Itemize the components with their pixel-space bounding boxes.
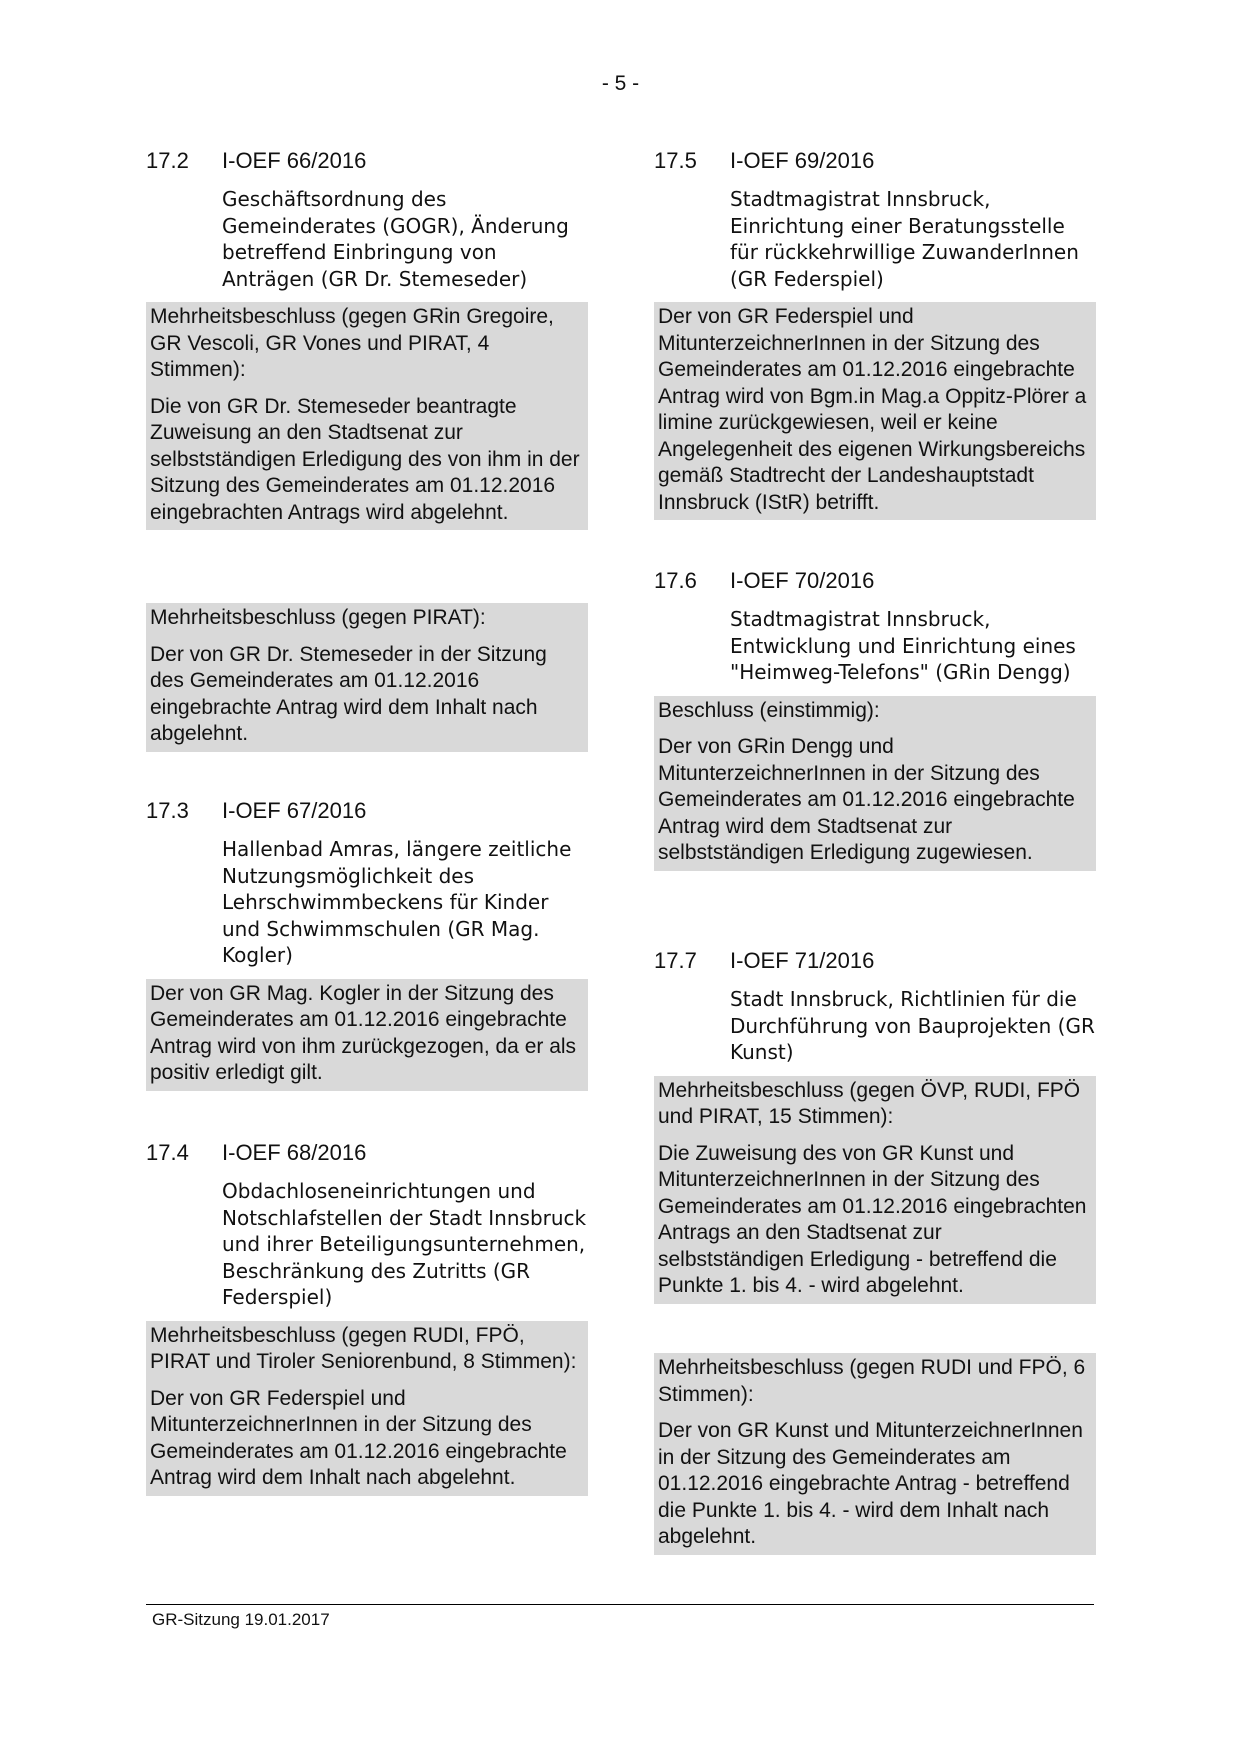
vote-result: Mehrheitsbeschluss (gegen ÖVP, RUDI, FPÖ und PIRAT, 15 Stimmen): — [658, 1078, 1081, 1128]
item-subject: Obdachloseneinrichtungen und Notschlafstellen der Stadt Innsbruck und ihrer Beteiligungsunternehmen, Beschränkung des Zutritts (GR Federspiel) — [222, 1179, 587, 1309]
item-reference: I-OEF 68/2016 — [222, 1140, 367, 1165]
item-number: 17.6 — [654, 568, 697, 593]
item-number: 17.3 — [146, 798, 189, 823]
item-number: 17.5 — [654, 148, 697, 173]
agenda-item-17-4 — [146, 1140, 588, 1496]
vote-result: Mehrheitsbeschluss (gegen RUDI, FPÖ, PIRAT und Tiroler Seniorenbund, 8 Stimmen): — [150, 1323, 577, 1373]
item-subject: Hallenbad Amras, längere zeitliche Nutzungsmöglichkeit des Lehrschwimmbeckens für Kinder und Schwimmschulen (GR Mag. Kogler) — [222, 837, 572, 967]
vote-result: Mehrheitsbeschluss (gegen GRin Gregoire, GR Vescoli, GR Vones und PIRAT, 4 Stimmen): — [150, 305, 554, 381]
item-subject: Stadt Innsbruck, Richtlinien für die Durchführung von Bauprojekten (GR Kunst) — [730, 987, 1095, 1064]
agenda-item-17-7 — [654, 948, 1096, 1304]
item-number: 17.7 — [654, 948, 697, 973]
resolution-17-7-content — [654, 1353, 1096, 1555]
resolution-box — [146, 603, 588, 752]
item-reference: I-OEF 67/2016 — [222, 798, 367, 823]
footer-divider — [146, 1604, 1094, 1605]
item-subject: Stadtmagistrat Innsbruck, Einrichtung einer Beratungsstelle für rückkehrwillige ZuwanderInnen (GR Federspiel) — [730, 187, 1079, 291]
item-reference: I-OEF 70/2016 — [730, 568, 875, 593]
agenda-item-17-6 — [654, 568, 1096, 871]
resolution-box — [654, 696, 1096, 871]
item-reference: I-OEF 71/2016 — [730, 948, 875, 973]
vote-result: Beschluss (einstimmig): — [658, 698, 880, 722]
agenda-item-17-5 — [654, 148, 1096, 520]
footer-text: GR-Sitzung 19.01.2017 — [152, 1610, 330, 1629]
agenda-item-17-3 — [146, 798, 588, 1091]
resolution-box — [146, 302, 588, 530]
item-subject: Stadtmagistrat Innsbruck, Entwicklung und Einrichtung eines "Heimweg-Telefons" (GRin Dengg) — [730, 607, 1076, 684]
resolution-box — [146, 979, 588, 1091]
resolution-box — [654, 1076, 1096, 1304]
agenda-item-17-2 — [146, 148, 588, 530]
decision-text: Der von GRin Dengg und MitunterzeichnerInnen in der Sitzung des Gemeinderates am 01.12.2016 eingebrachte Antrag wird dem Stadtsenat zur selbstständigen Erledigung zugewiesen. — [658, 735, 1075, 864]
decision-text: Die Zuweisung des von GR Kunst und MitunterzeichnerInnen in der Sitzung des Gemeinderates am 01.12.2016 eingebrachten Antrags an den Stadtsenat zur selbstständigen Erledigung - betreffend die Punkte 1. bis 4. - wird abgelehnt. — [658, 1141, 1087, 1297]
resolution-box — [654, 1353, 1096, 1555]
vote-result: Mehrheitsbeschluss (gegen PIRAT): — [150, 606, 486, 629]
item-reference: I-OEF 69/2016 — [730, 148, 875, 173]
resolution-box — [146, 1321, 588, 1496]
vote-result: Mehrheitsbeschluss (gegen RUDI und FPÖ, 6 Stimmen): — [658, 1356, 1086, 1406]
resolution-17-2-content — [146, 603, 588, 752]
decision-text: Der von GR Federspiel und MitunterzeichnerInnen in der Sitzung des Gemeinderates am 01.12.2016 eingebrachte Antrag wird von Bgm.in Mag.a Oppitz-Plörer a limine zurückgewiesen, weil er keine Angelegenheit des eigenen Wirkungsbereichs gemäß Stadtrecht der Landeshauptstadt Innsbruck (IStR) betrifft. — [658, 305, 1087, 514]
item-number: 17.4 — [146, 1140, 189, 1165]
decision-text: Der von GR Kunst und MitunterzeichnerInnen in der Sitzung des Gemeinderates am 01.12.2016 eingebrachte Antrag - betreffend die Punkte 1. bis 4. - wird dem Inhalt nach abgelehnt. — [658, 1419, 1083, 1548]
decision-text: Der von GR Mag. Kogler in der Sitzung des Gemeinderates am 01.12.2016 eingebrachte Antrag wird von ihm zurückgezogen, da er als positiv erledigt gilt. — [150, 981, 577, 1084]
item-number: 17.2 — [146, 148, 189, 173]
item-reference: I-OEF 66/2016 — [222, 148, 367, 173]
resolution-box — [654, 302, 1096, 520]
decision-text: Die von GR Dr. Stemeseder beantragte Zuweisung an den Stadtsenat zur selbstständigen Erledigung des von ihm in der Sitzung des Gemeinderates am 01.12.2016 eingebrachten Antrags wird abgelehnt. — [150, 394, 580, 524]
item-subject: Geschäftsordnung des Gemeinderates (GOGR), Änderung betreffend Einbringung von Anträgen (GR Dr. Stemeseder) — [222, 187, 569, 291]
decision-text: Der von GR Federspiel und MitunterzeichnerInnen in der Sitzung des Gemeinderates am 01.12.2016 eingebrachte Antrag wird dem Inhalt nach abgelehnt. — [150, 1386, 567, 1489]
page-number: - 5 - — [601, 72, 640, 95]
decision-text: Der von GR Dr. Stemeseder in der Sitzung des Gemeinderates am 01.12.2016 eingebrachte Antrag wird dem Inhalt nach abgelehnt. — [150, 642, 547, 745]
